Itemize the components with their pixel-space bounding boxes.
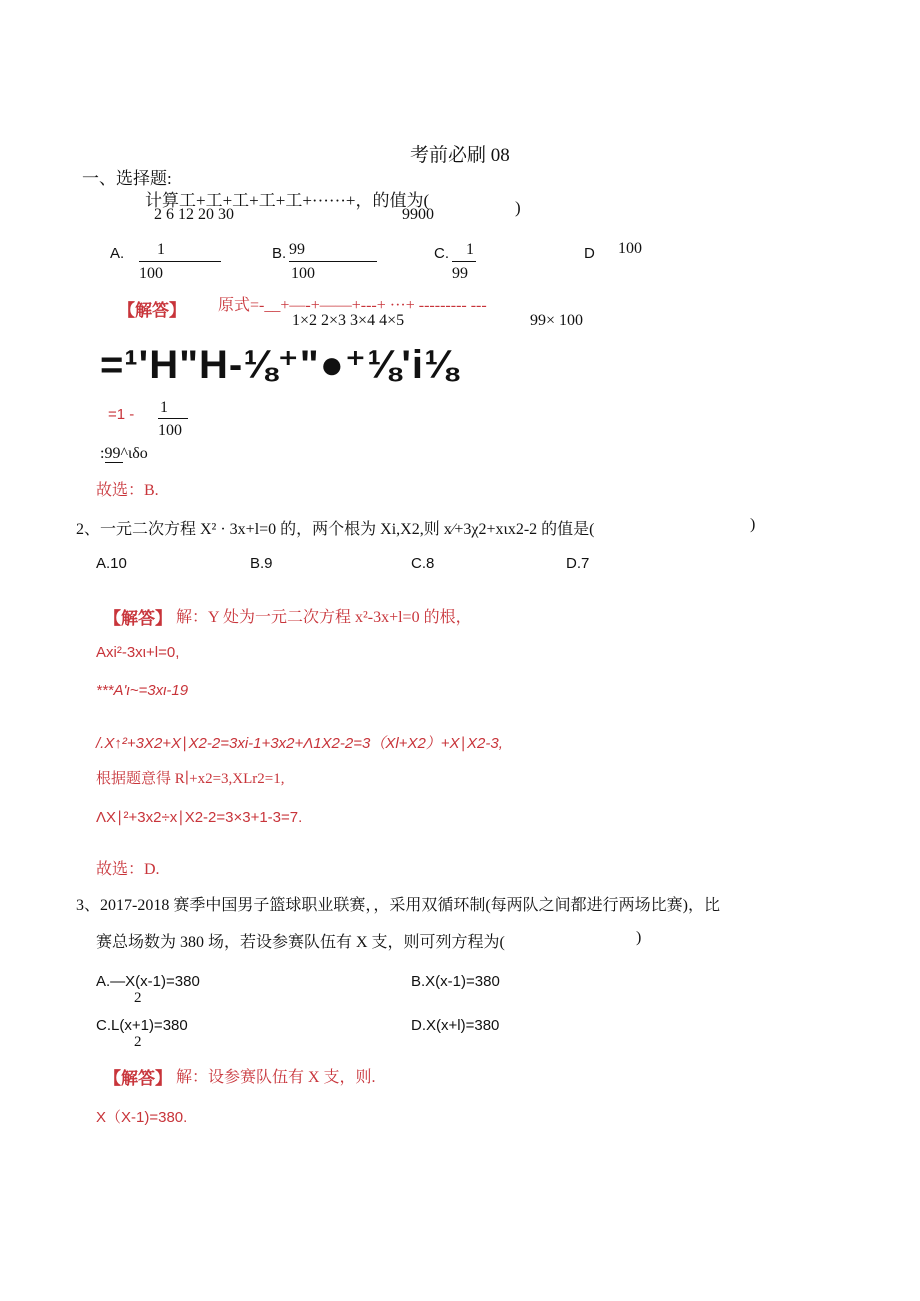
- q1-option-c-label: C.: [434, 245, 449, 262]
- q2-line-2: ***A'ι~=3xι-19: [96, 682, 189, 699]
- q2-answer-text: 解：Y 处为一元二次方程 x²-3x+l=0 的根，: [176, 609, 472, 626]
- q1-stem-close: ): [515, 198, 521, 217]
- q2-stem-close: ): [750, 516, 756, 533]
- q1-option-b-fraction-bar: [289, 261, 377, 262]
- q3-option-a: A.—X(x-1)=380: [96, 973, 200, 990]
- q3-stem-close: ): [636, 929, 642, 946]
- q1-option-d-label: D: [584, 245, 595, 262]
- q1-answer-denominators: 1×2 2×3 3×4 4×5: [292, 312, 405, 329]
- q1-answer-tag: 【解答】: [118, 301, 186, 320]
- q2-option-d: D.7: [566, 555, 590, 572]
- q3-stem-line-2: 赛总场数为 380 场，若设参赛队伍有 X 支，则可列方程为(: [96, 934, 505, 951]
- q1-choice: 故选：B.: [96, 482, 159, 499]
- q2-line-1: Axi²-3xι+l=0,: [96, 644, 180, 661]
- q1-option-c-numerator: 1: [466, 241, 474, 258]
- q1-equation-numerator: 1: [160, 399, 168, 416]
- q1-equation-result: :99^ιδo: [100, 445, 148, 462]
- q3-stem-line-1: 3、2017-2018 赛季中国男子篮球职业联赛，，采用双循环制(每两队之间都进行两场比赛)，比: [76, 897, 720, 914]
- q1-stem: 计算工+工+工+工+工+······+，的值为(: [145, 191, 430, 210]
- q2-option-c: C.8: [411, 555, 435, 572]
- q1-option-d-value: 100: [618, 240, 642, 257]
- q2-line-3: /.X↑²+3X2+X∣X2-2=3xi-1+3x2+Λ1X2-2=3（Xl+X2）+X∣X2-3,: [96, 735, 503, 752]
- q3-answer-text: 解：设参赛队伍有 X 支，则.: [176, 1069, 376, 1086]
- q3-option-c-denominator: 2: [134, 1034, 142, 1050]
- q3-option-c: C.L(x+1)=380: [96, 1017, 188, 1034]
- page-title: 考前必刷 08: [410, 145, 510, 166]
- q1-equation-fraction-bar: [158, 418, 188, 419]
- q3-answer-tag: 【解答】: [104, 1069, 172, 1088]
- q1-answer-denominator-end: 99× 100: [530, 312, 584, 329]
- q1-answer-line: 原式=-__+—-+——+---+ ···+ --------- ---: [218, 297, 487, 314]
- q2-line-4: 根据题意得 R∣+x2=3,XLr2=1,: [96, 771, 285, 787]
- q2-stem: 2、一元二次方程 X² · 3x+l=0 的，两个根为 Xi,X2,则 x⁄+3χ2+xιx2-2 的值是(: [76, 521, 595, 538]
- q1-stem-denominator-end: 9900: [402, 206, 434, 223]
- q1-equation-prefix: =1 -: [108, 406, 135, 423]
- q1-option-b-label: B.: [272, 245, 287, 262]
- q1-option-a-label: A.: [110, 245, 125, 262]
- q2-choice: 故选：D.: [96, 861, 160, 878]
- q1-option-c-fraction-bar: [452, 261, 476, 262]
- q1-option-b-numerator: 99: [289, 241, 305, 258]
- q2-line-5: ΛX∣²+3x2÷x∣X2-2=3×3+1-3=7.: [96, 809, 303, 826]
- q2-answer-tag: 【解答】: [104, 609, 172, 628]
- q1-garbled-expression: =¹'H"H-⅛⁺"●⁺⅛'i⅛: [100, 343, 459, 387]
- q1-option-a-numerator: 1: [157, 241, 165, 258]
- q3-equation: X（X-1)=380.: [96, 1109, 188, 1126]
- q1-option-a-denominator: 100: [139, 265, 163, 282]
- q3-option-b: B.X(x-1)=380: [411, 973, 500, 990]
- q1-option-b-denominator: 100: [291, 265, 315, 282]
- q2-option-a: A.10: [96, 555, 127, 572]
- q1-result-underline: [105, 462, 123, 463]
- q2-option-b: B.9: [250, 555, 273, 572]
- q1-stem-denominators: 2 6 12 20 30: [154, 206, 234, 223]
- q3-option-d: D.X(x+l)=380: [411, 1017, 500, 1034]
- q1-option-a-fraction-bar: [139, 261, 221, 262]
- q1-equation-denominator: 100: [158, 422, 182, 439]
- q1-option-c-denominator: 99: [452, 265, 468, 282]
- section-heading: 一、选择题:: [82, 169, 172, 188]
- q3-option-a-denominator: 2: [134, 990, 142, 1006]
